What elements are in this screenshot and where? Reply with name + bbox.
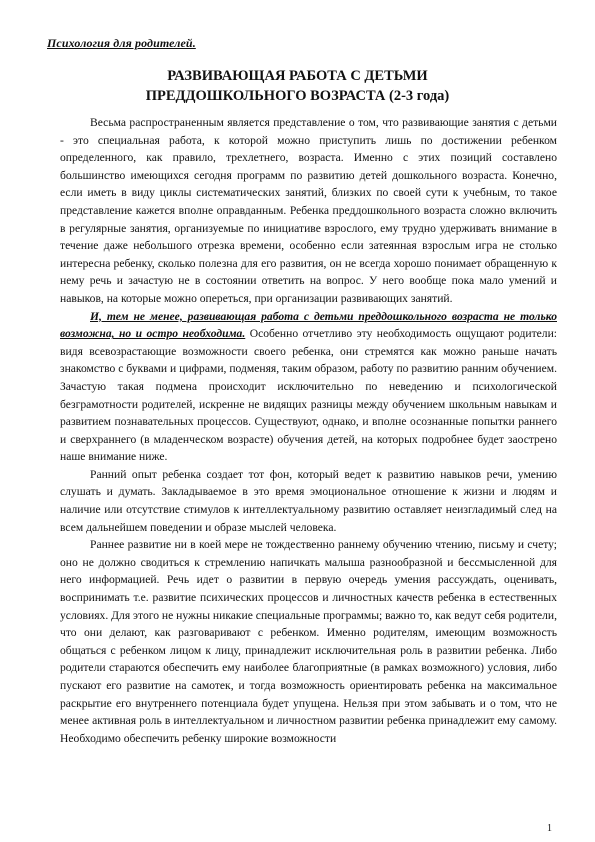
paragraph-2-emphasis: И, тем не менее, развивающая работа с детьми преддошкольного возраста не только возможна, но и остро необходима. xyxy=(60,309,557,341)
paragraph-4: Раннее развитие ни в коей мере не тождественно раннему обучению чтению, письму и счету; оно не должно сводиться к стремлению напичкать малыша разнообразной и бессмысленной для него информацией. Речь идет о развитии в первую очередь умения рассуждать, оценивать, воспринимать т.е. развитие психических процессов и личностных качеств ребенка в естественных условиях. Для этого не нужны никакие специальные программы; важно то, как ведут себя родители, что они делают, как разговаривают с ребенком. Именно родителям, имеющим возможность общаться с ребенком лицом к лицу, принадлежит исключительная роль в развитии ребенка. Либо родители стараются обеспечить ему наиболее благоприятные (в рамках возможного) условия, либо пускают его развитие на самотек, и тогда возможность ориентировать ребенка на максимальное раскрытие его внутреннего потенциала будет упущена. Нельзя при этом забывать и о том, что не менее активная роль в интеллектуальном и личностном развитии ребенка принадлежит ему самому. Необходимо обеспечить ребенку широкие возможности xyxy=(60,538,557,745)
document-title-line-2: ПРЕДДОШКОЛЬНОГО ВОЗРАСТА (2-3 года) xyxy=(145,88,450,104)
paragraph-3: Ранний опыт ребенка создает тот фон, который ведет к развитию навыков речи, умению слушать и думать. Закладываемое в это время эмоциональное отношение к жизни и людям и наличие или отсутствие стимулов к интеллектуальному развитию оставляет неизгладимый след на всем дальнейшем поведении и образе мыслей человека. xyxy=(60,467,557,534)
paragraph-1: Весьма распространенным является представление о том, что развивающие занятия с детьми - это специальная работа, к которой можно приступить лишь по достижении ребенком определенного, как правило, трехлетнего, возраста. Именно с этих позиций составлено большинство имеющихся сегодня программ по развитию детей дошкольного возраста. Конечно, если иметь в виду циклы систематических занятий, близких по своей сути к учебным, то такое представление кажется вполне оправданным. Ребенка преддошкольного возраста сложно включить в регулярные занятия, организуемые по инициативе взрослого, ему трудно удерживать внимание в течение даже небольшого отрезка времени, особенно если затеянная взрослым игра не столько интересна ребенку, сколько полезна для его развития, он не всегда хорошо понимает обращенную к нему речь и зачастую не в состоянии ответить на вопрос. У него вообще пока мало умений и навыков, на которые можно опереться, при организации развивающих занятий. xyxy=(60,116,557,305)
document-title-line-1: РАЗВИВАЮЩАЯ РАБОТА С ДЕТЬМИ xyxy=(167,68,428,84)
paragraph-2-text: Особенно отчетливо эту необходимость ощущают родители: видя всевозрастающие возможности своего ребенка, они стремятся как можно раньше начать знакомство с буквами и цифрами, подменяя, таким образом, работу по развитию ранним обучением. Зачастую такая подмена происходит исключительно по неведению и психологической безграмотности родителей, искренне не видящих разницы между обучением школьным навыкам и развитием познавательных процессов. Существуют, однако, и вполне осознанные попытки раннего и сверхраннего (в младенческом возрасте) обучения детей, на которых подробнее будет заострено наше внимание ниже. xyxy=(60,327,558,464)
document-body xyxy=(60,114,557,747)
paragraph-2 xyxy=(60,308,557,466)
section-heading: Психология для родителей. xyxy=(47,36,196,50)
page-number: 1 xyxy=(547,823,552,834)
